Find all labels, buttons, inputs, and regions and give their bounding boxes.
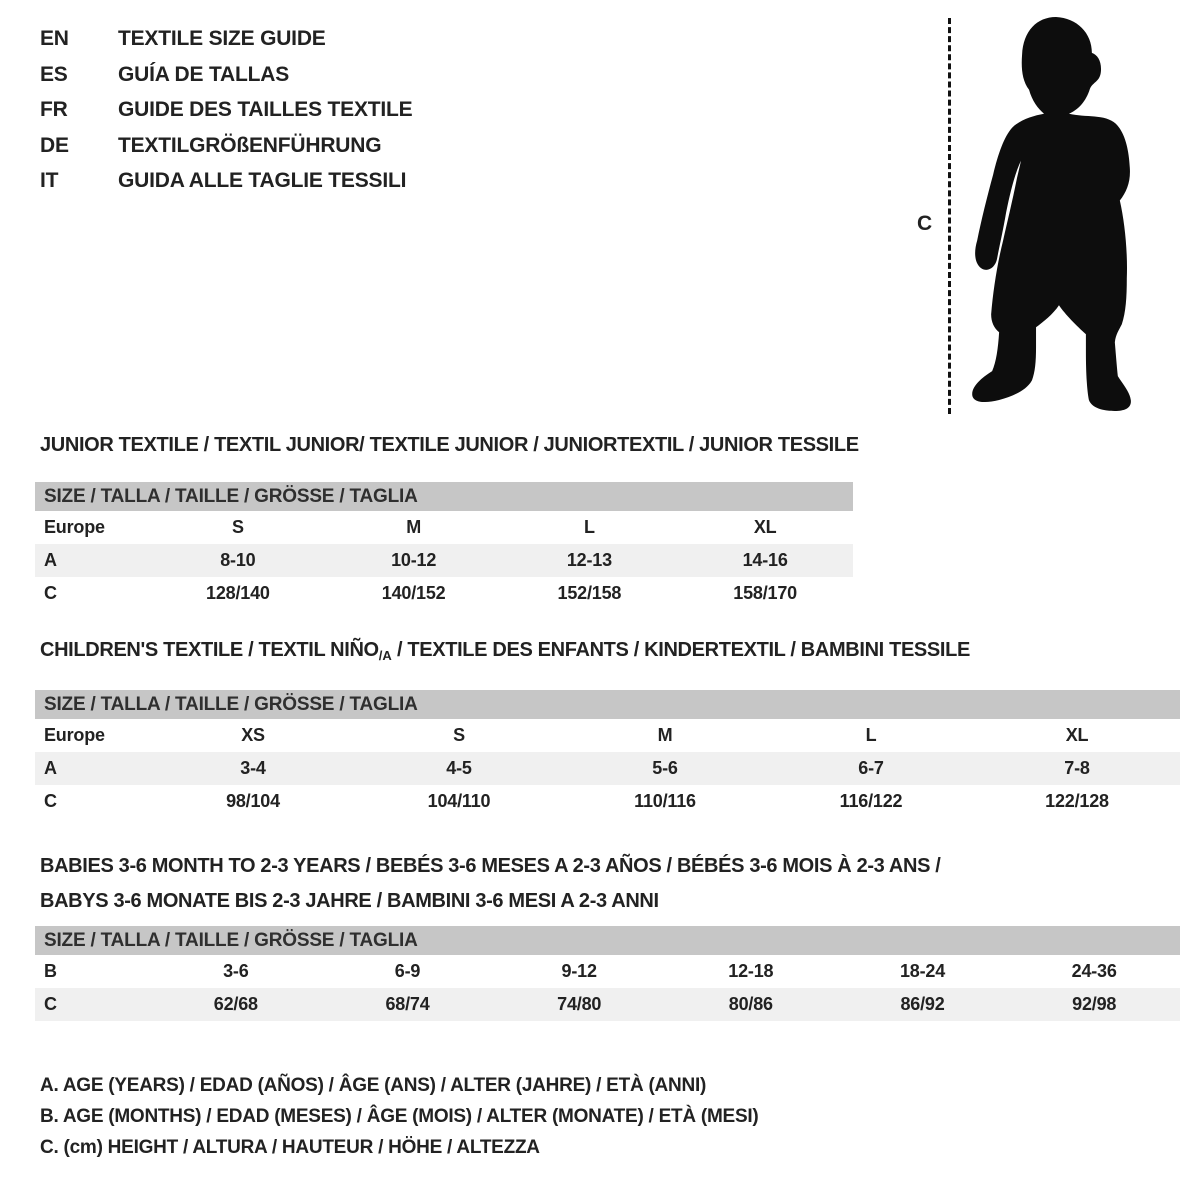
table-row-europe	[35, 511, 853, 544]
height-cell: 122/128	[1045, 791, 1109, 811]
size-cell: XL	[1065, 725, 1089, 745]
age-cell: 8-10	[220, 550, 256, 570]
height-measure-dashed-line	[948, 18, 951, 414]
junior-size-table	[35, 482, 853, 610]
months-cell: 18-24	[899, 961, 946, 981]
row-label: A	[44, 758, 57, 778]
size-cell: L	[583, 517, 595, 537]
lang-title: GUIDA ALLE TAGLIE TESSILI	[118, 169, 407, 192]
table-row-age	[35, 752, 1180, 785]
age-cell: 3-4	[240, 758, 266, 778]
lang-title: GUÍA DE TALLAS	[118, 62, 290, 86]
table-row-height	[35, 785, 1180, 818]
measurement-legend	[40, 1070, 759, 1163]
row-label: C	[44, 583, 57, 603]
size-header-text: SIZE / TALLA / TAILLE / GRÖSSE / TAGLIA	[44, 485, 418, 507]
table-row-months	[35, 955, 1180, 988]
table-row-age	[35, 544, 853, 577]
height-cell: 104/110	[427, 791, 491, 811]
babies-size-table	[35, 926, 1180, 1021]
age-cell: 5-6	[652, 758, 678, 778]
height-cell: 110/116	[634, 791, 696, 811]
babies-title-line2: BABYS 3-6 MONATE BIS 2-3 JAHRE / BAMBINI 3-6 MESI A 2-3 ANNI	[40, 890, 659, 912]
row-label: Europe	[44, 725, 105, 745]
size-table-header	[35, 926, 1180, 955]
size-cell: S	[231, 517, 244, 537]
height-cell: 62/68	[213, 994, 258, 1014]
children-title-subscript: /A	[378, 648, 392, 663]
lang-row-en	[40, 27, 412, 63]
months-cell: 24-36	[1071, 961, 1117, 981]
height-cell: 80/86	[728, 994, 773, 1014]
lang-row-de	[40, 134, 412, 170]
months-cell: 6-9	[394, 961, 421, 981]
months-cell: 12-18	[728, 961, 774, 981]
height-cell: 152/158	[557, 583, 622, 603]
row-label: C	[44, 791, 57, 811]
size-header-text: SIZE / TALLA / TAILLE / GRÖSSE / TAGLIA	[44, 929, 418, 951]
height-cell: 68/74	[385, 994, 430, 1014]
size-cell: S	[453, 725, 465, 745]
language-title-list	[40, 27, 412, 205]
babies-title-line1: BABIES 3-6 MONTH TO 2-3 YEARS / BEBÉS 3-6 MESES A 2-3 AÑOS / BÉBÉS 3-6 MOIS À 2-3 ANS /	[40, 855, 941, 877]
size-cell: M	[657, 725, 673, 745]
height-cell: 158/170	[733, 583, 797, 603]
age-cell: 4-5	[446, 758, 472, 778]
children-title-suffix: / TEXTILE DES ENFANTS / KINDERTEXTIL / BAMBINI TESSILE	[391, 639, 970, 661]
lang-title: TEXTILE SIZE GUIDE	[118, 27, 326, 50]
age-cell: 14-16	[742, 550, 788, 570]
legend-line-a: A. AGE (YEARS) / EDAD (AÑOS) / ÂGE (ANS) / ALTER (JAHRE) / ETÀ (ANNI)	[40, 1075, 707, 1096]
height-cell: 140/152	[381, 583, 446, 603]
lang-title: GUIDE DES TAILLES TEXTILE	[118, 98, 413, 121]
size-table-header	[35, 690, 1180, 719]
children-title-prefix: CHILDREN'S TEXTILE / TEXTIL NIÑO	[40, 639, 379, 661]
legend-line-b: B. AGE (MONTHS) / EDAD (MESES) / ÂGE (MOIS) / ALTER (MONATE) / ETÀ (MESI)	[40, 1106, 759, 1127]
height-cell: 116/122	[839, 791, 903, 811]
lang-row-it	[40, 169, 412, 205]
height-cell: 128/140	[206, 583, 270, 603]
size-cell: L	[865, 725, 877, 745]
months-cell: 9-12	[561, 961, 597, 981]
lang-row-fr	[40, 98, 412, 134]
row-label: A	[44, 550, 57, 570]
size-cell: XS	[241, 725, 265, 745]
row-label: Europe	[44, 517, 105, 537]
toddler-silhouette-image	[958, 13, 1140, 422]
babies-section-title	[40, 849, 941, 919]
children-section-title	[40, 639, 970, 663]
lang-code: DE	[40, 133, 69, 157]
height-cell: 92/98	[1072, 994, 1117, 1014]
legend-line-c: C. (cm) HEIGHT / ALTURA / HAUTEUR / HÖHE / ALTEZZA	[40, 1137, 540, 1158]
size-table-header	[35, 482, 853, 511]
table-row-height	[35, 988, 1180, 1021]
children-size-table	[35, 690, 1180, 818]
size-cell: M	[406, 517, 422, 537]
table-row-height	[35, 577, 853, 610]
age-cell: 7-8	[1064, 758, 1090, 778]
size-cell: XL	[753, 517, 777, 537]
junior-section-title: JUNIOR TEXTILE / TEXTIL JUNIOR/ TEXTILE JUNIOR / JUNIORTEXTIL / JUNIOR TESSILE	[40, 434, 859, 456]
lang-code: EN	[40, 27, 69, 50]
lang-title: TEXTILGRÖßENFÜHRUNG	[118, 133, 382, 157]
lang-code: ES	[40, 62, 68, 86]
lang-code: IT	[40, 169, 59, 192]
age-cell: 6-7	[858, 758, 884, 778]
size-header-text: SIZE / TALLA / TAILLE / GRÖSSE / TAGLIA	[44, 693, 418, 715]
row-label: B	[44, 961, 57, 981]
height-measure-label: C	[917, 212, 933, 235]
months-cell: 3-6	[223, 961, 249, 981]
age-cell: 12-13	[566, 550, 612, 570]
age-cell: 10-12	[391, 550, 437, 570]
lang-row-es	[40, 63, 412, 99]
height-cell: 86/92	[900, 994, 945, 1014]
height-cell: 74/80	[557, 994, 602, 1014]
row-label: C	[44, 994, 57, 1014]
height-cell: 98/104	[226, 791, 280, 811]
lang-code: FR	[40, 98, 68, 121]
table-row-europe	[35, 719, 1180, 752]
